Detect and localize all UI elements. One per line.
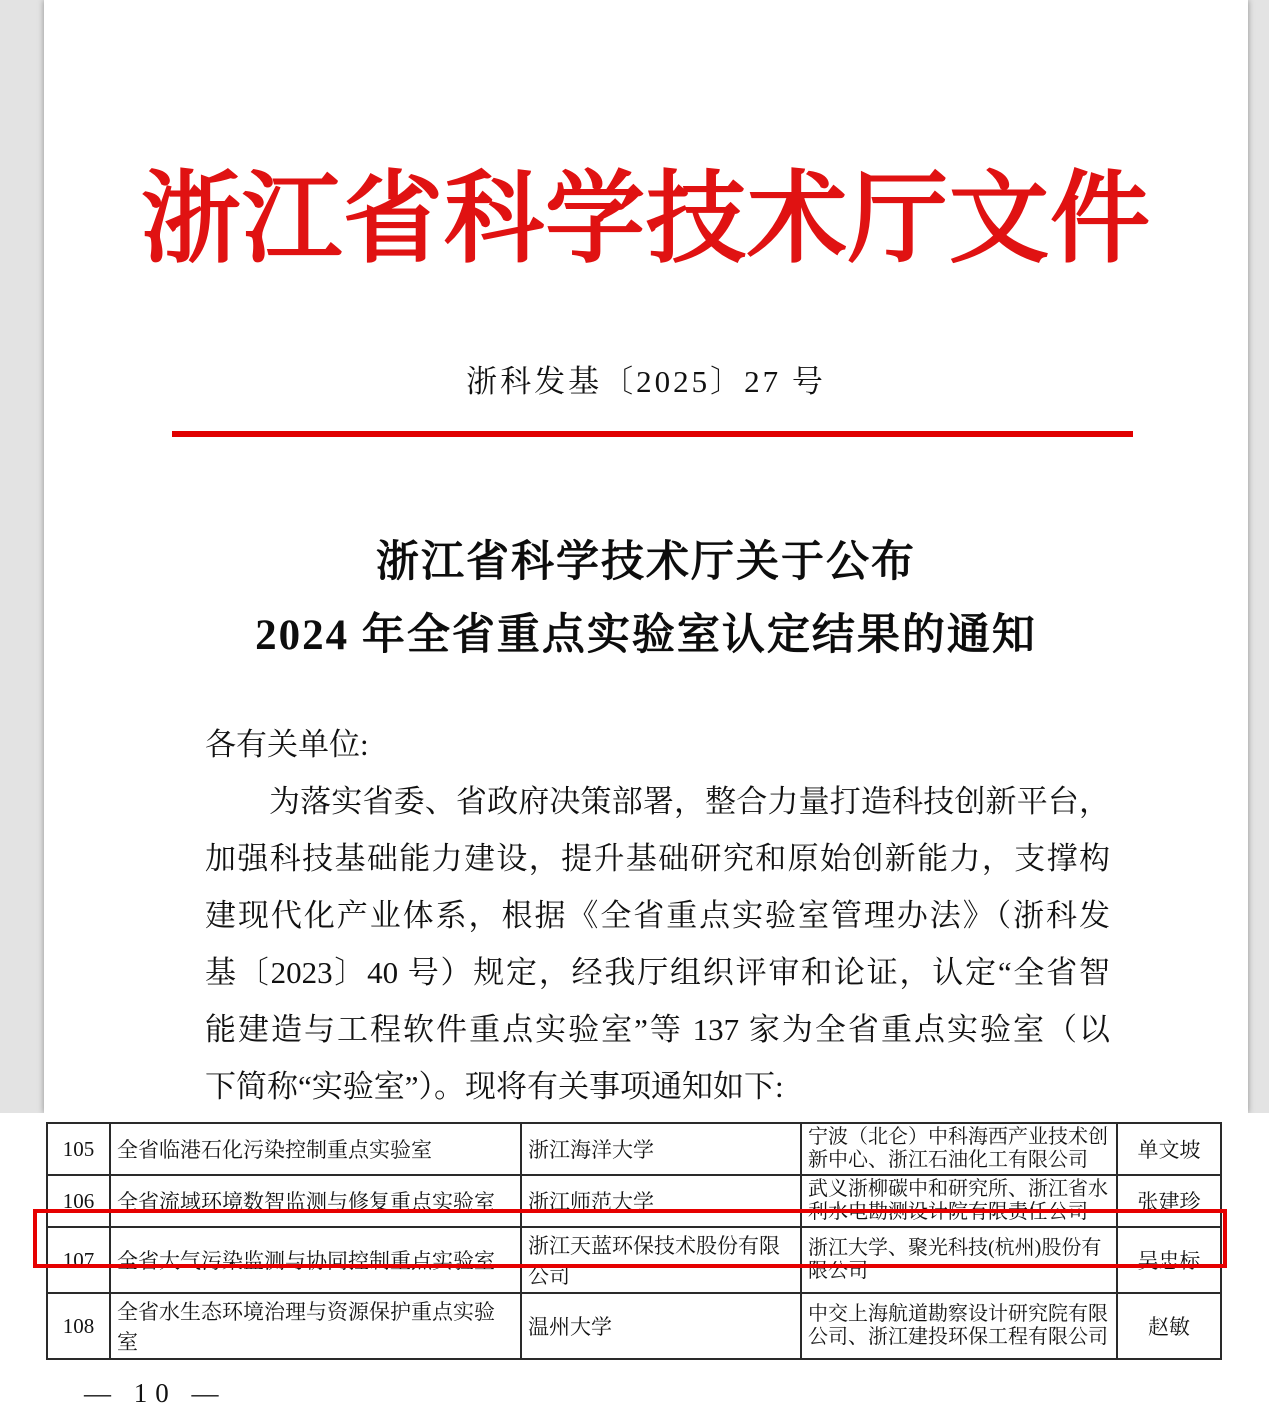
institution-cell: 浙江天蓝环保技术股份有限公司 <box>521 1227 801 1293</box>
red-separator-rule <box>172 431 1133 437</box>
row-number-cell: 106 <box>47 1175 110 1227</box>
body-line: 下简称“实验室”）。现将有关事项通知如下: <box>205 1069 784 1104</box>
lab-name-cell: 全省大气污染监测与协同控制重点实验室 <box>110 1227 521 1293</box>
lab-name-cell: 全省水生态环境治理与资源保护重点实验室 <box>110 1293 521 1359</box>
director-cell: 单文坡 <box>1117 1123 1221 1175</box>
table-row-highlighted <box>47 1227 1221 1293</box>
body-line: 加强科技基础能力建设，提升基础研究和原始创新能力，支撑构 <box>205 841 1110 876</box>
institution-cell: 温州大学 <box>521 1293 801 1359</box>
institution-cell: 浙江海洋大学 <box>521 1123 801 1175</box>
row-number-cell: 107 <box>47 1227 110 1293</box>
lab-name-cell: 全省流域环境数智监测与修复重点实验室 <box>110 1175 521 1227</box>
results-table-area <box>0 1113 1269 1408</box>
table-row <box>47 1175 1221 1227</box>
table-row <box>47 1293 1221 1359</box>
notice-title-line1: 浙江省科学技术厅关于公布 <box>376 539 916 586</box>
partners-cell: 宁波（北仑）中科海西产业技术创新中心、浙江石油化工有限公司 <box>801 1123 1117 1175</box>
body-line: 能建造与工程软件重点实验室”等 137 家为全省重点实验室（以 <box>205 1012 1110 1047</box>
page-number: — 10 — <box>84 1378 227 1408</box>
partners-cell: 武义浙柳碳中和研究所、浙江省水利水电勘测设计院有限责任公司 <box>801 1175 1117 1227</box>
body-paragraph <box>205 716 1110 1115</box>
notice-title-line2: 2024 年全省重点实验室认定结果的通知 <box>255 612 1037 659</box>
red-header-title: 浙江省科学技术厅文件 <box>141 164 1151 275</box>
partners-cell: 浙江大学、聚光科技(杭州)股份有限公司 <box>801 1227 1117 1293</box>
results-table-wrap <box>46 1122 1220 1360</box>
partners-cell: 中交上海航道勘察设计研究院有限公司、浙江建投环保工程有限公司 <box>801 1293 1117 1359</box>
results-table <box>46 1122 1222 1360</box>
institution-cell: 浙江师范大学 <box>521 1175 801 1227</box>
director-cell: 张建珍 <box>1117 1175 1221 1227</box>
document-page <box>44 0 1248 1113</box>
director-cell: 吴忠标 <box>1117 1227 1221 1293</box>
salutation: 各有关单位: <box>205 727 369 762</box>
lab-name-cell: 全省临港石化污染控制重点实验室 <box>110 1123 521 1175</box>
director-cell: 赵敏 <box>1117 1293 1221 1359</box>
row-number-cell: 108 <box>47 1293 110 1359</box>
document-number: 浙科发基〔2025〕27 号 <box>466 364 826 399</box>
row-number-cell: 105 <box>47 1123 110 1175</box>
body-line: 基〔2023〕40 号）规定，经我厅组织评审和论证，认定“全省智 <box>205 955 1110 990</box>
body-line: 为落实省委、省政府决策部署，整合力量打造科技创新平台， <box>269 784 1110 819</box>
body-line: 建现代化产业体系，根据《全省重点实验室管理办法》（浙科发 <box>205 898 1110 933</box>
table-row <box>47 1123 1221 1175</box>
